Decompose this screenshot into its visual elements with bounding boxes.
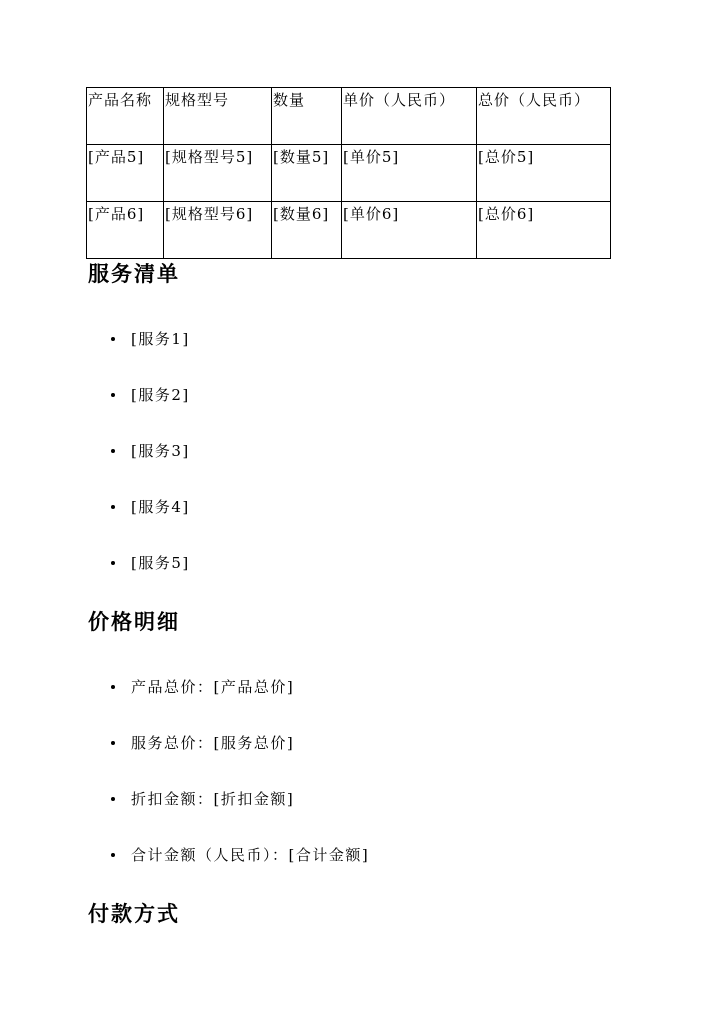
header-spec-model: 规格型号	[164, 88, 272, 145]
table-cell: [规格型号5]	[164, 145, 272, 202]
pricing-item: 产品总价：[产品总价]	[131, 678, 295, 696]
pricing-item: 折扣金额：[折扣金额]	[131, 790, 295, 808]
list-item	[0, 327, 190, 383]
service-item: [服务5]	[131, 554, 190, 572]
table-header-row	[87, 88, 611, 145]
table-row	[87, 202, 611, 259]
header-unit-price: 单价（人民币）	[342, 88, 477, 145]
payment-heading: 付款方式	[88, 901, 180, 926]
table-cell: [总价5]	[477, 145, 611, 202]
bullet-icon	[111, 685, 115, 689]
bullet-icon	[111, 449, 115, 453]
list-item	[0, 383, 190, 439]
list-item	[0, 675, 369, 731]
table-cell: [数量5]	[272, 145, 342, 202]
list-item	[0, 787, 369, 843]
bullet-icon	[111, 741, 115, 745]
pricing-heading: 价格明细	[88, 609, 180, 634]
header-total-price: 总价（人民币）	[477, 88, 611, 145]
service-item: [服务4]	[131, 498, 190, 516]
table-cell: [产品6]	[87, 202, 164, 259]
table-cell: [单价6]	[342, 202, 477, 259]
table-cell: [产品5]	[87, 145, 164, 202]
list-item	[0, 843, 369, 899]
bullet-icon	[111, 797, 115, 801]
table-cell: [总价6]	[477, 202, 611, 259]
table-cell: [数量6]	[272, 202, 342, 259]
bullet-icon	[111, 337, 115, 341]
header-quantity: 数量	[272, 88, 342, 145]
service-item: [服务1]	[131, 330, 190, 348]
header-product-name: 产品名称	[87, 88, 164, 145]
list-item	[0, 439, 190, 495]
table-cell: [规格型号6]	[164, 202, 272, 259]
list-item	[0, 551, 190, 607]
table-row	[87, 145, 611, 202]
service-item: [服务3]	[131, 442, 190, 460]
pricing-item: 合计金额（人民币）：[合计金额]	[131, 846, 370, 864]
services-heading: 服务清单	[88, 261, 180, 286]
pricing-list	[0, 675, 369, 899]
bullet-icon	[111, 853, 115, 857]
services-list	[0, 327, 190, 607]
service-item: [服务2]	[131, 386, 190, 404]
pricing-item: 服务总价：[服务总价]	[131, 734, 295, 752]
bullet-icon	[111, 561, 115, 565]
table-cell: [单价5]	[342, 145, 477, 202]
bullet-icon	[111, 393, 115, 397]
product-table	[86, 87, 611, 259]
list-item	[0, 731, 369, 787]
bullet-icon	[111, 505, 115, 509]
list-item	[0, 495, 190, 551]
